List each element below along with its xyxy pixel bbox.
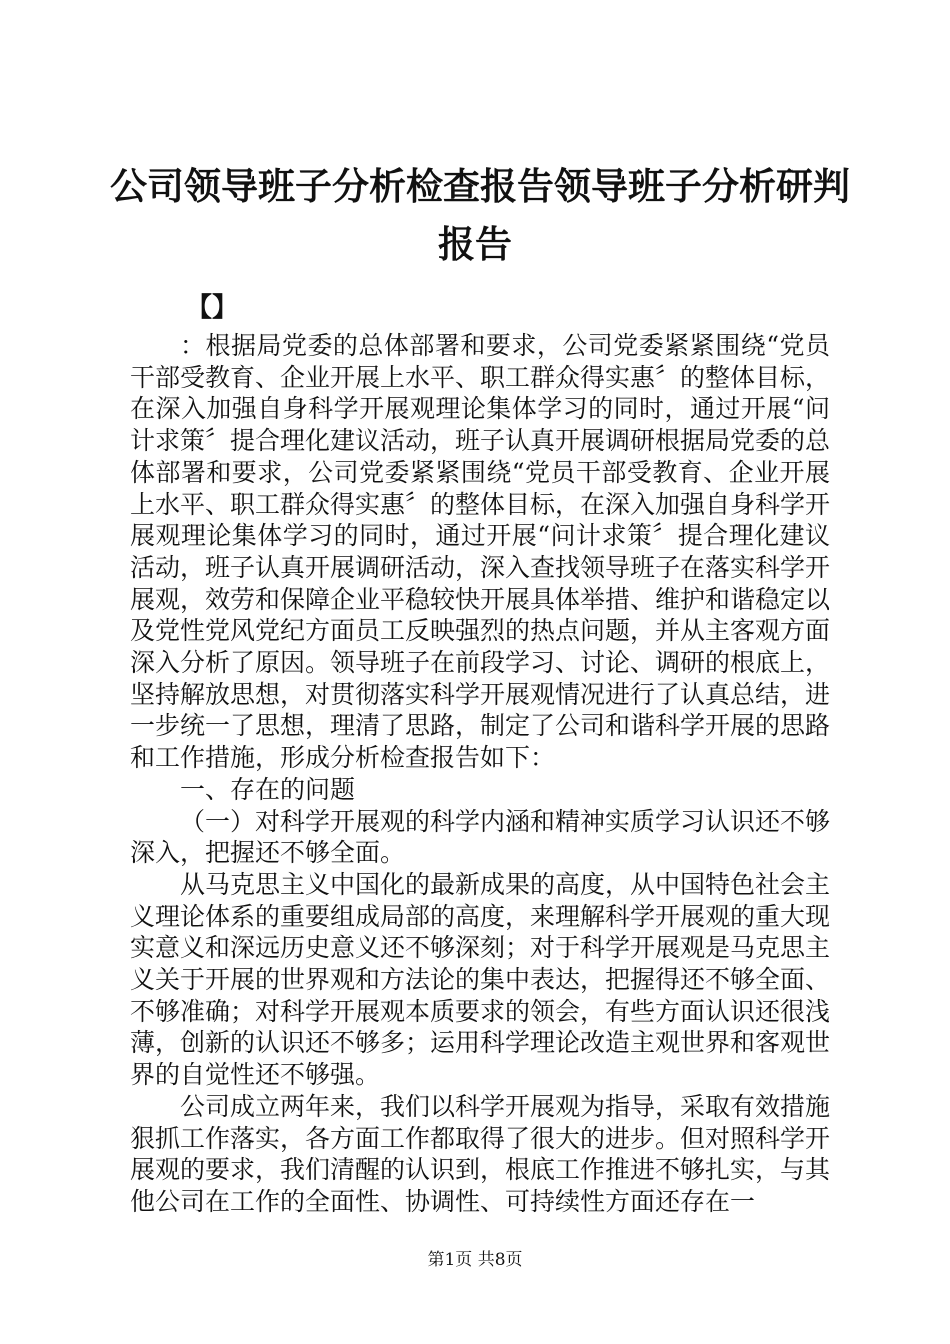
paragraph: 从马克思主义中国化的最新成果的高度，从中国特色社会主义理论体系的重要组成局部的高度，来理解科学开展观的重大现实意义和深远历史意义还不够深刻；对于科学开展观是马克思主义关于开展的世界观和方法论的集中表达，把握得还不够全面、不够准确；对科学开展观本质要求的领会，有些方面认识还很浅薄，创新的认识还不够多；运用科学理论改造主观世界和客观世界的自觉性还不够强。: [130, 869, 831, 1090]
document-body: [130, 330, 830, 1218]
title-line-2: 报告: [438, 223, 512, 266]
paragraph: 公司成立两年来，我们以科学开展观为指导，采取有效措施狠抓工作落实，各方面工作都取得了很大的进步。但对照科学开展观的要求，我们清醒的认识到，根底工作推进不够扎实，与其他公司在工作的全面性、协调性、可持续性方面还存在一: [130, 1091, 831, 1216]
bracket-label: 【】: [186, 293, 239, 323]
page-footer: 第1页 共8页: [427, 1250, 523, 1270]
paragraph: ：根据局党委的总体部署和要求，公司党委紧紧围绕“党员干部受教育、企业开展上水平、职工群众得实惠〞的整体目标，在深入加强自身科学开展观理论集体学习的同时，通过开展“问计求策〞提合理化建议活动，班子认真开展调研根据局党委的总体部署和要求，公司党委紧紧围绕“党员干部受教育、企业开展上水平、职工群众得实惠〞的整体目标，在深入加强自身科学开展观理论集体学习的同时，通过开展“问计求策〞提合理化建议活动，班子认真开展调研活动，深入查找领导班子在落实科学开展观，效劳和保障企业平稳较快开展具体举措、维护和谐稳定以及党性党风党纪方面员工反映强烈的热点问题，并从主客观方面深入分析了原因。领导班子在前段学习、讨论、调研的根底上，坚持解放思想，对贯彻落实科学开展观情况进行了认真总结，进一步统一了思想，理清了思路，制定了公司和谐科学开展的思路和工作措施，形成分析检查报告如下：: [130, 331, 831, 773]
subsection-heading: （一）对科学开展观的科学内涵和精神实质学习认识还不够深入，把握还不够全面。: [130, 806, 831, 868]
document-title: [110, 158, 850, 274]
section-heading: 一、存在的问题: [180, 774, 356, 804]
title-line-1: 公司领导班子分析检查报告领导班子分析研判: [110, 165, 850, 208]
